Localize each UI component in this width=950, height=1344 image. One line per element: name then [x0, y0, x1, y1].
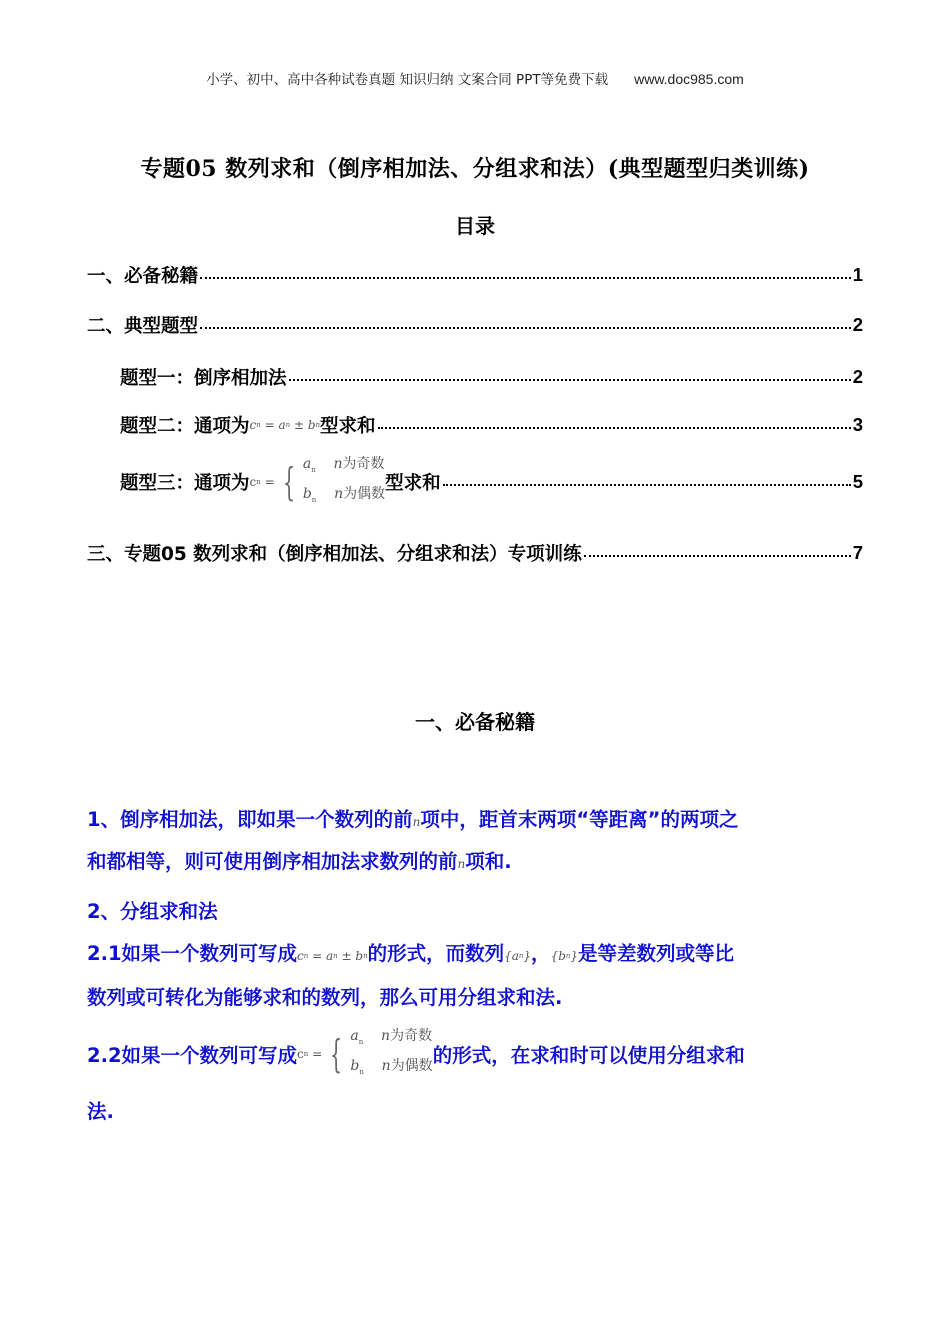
- section-heading: 一、必备秘籍: [415, 710, 535, 734]
- toc-item-3[interactable]: [120, 364, 863, 390]
- toc-item-4[interactable]: [120, 412, 863, 438]
- toc-page-number: 3: [852, 414, 863, 435]
- formula-seq-b: { b n }: [550, 949, 579, 963]
- paragraph-1-line-1: 1、倒序相加法，即如果一个数列的前n项中，距首末两项“等距离”的两项之: [87, 808, 739, 831]
- toc-item-label: 题型一：倒序相加法: [120, 368, 287, 389]
- paragraph-2: 2、分组求和法: [87, 900, 218, 923]
- formula-cn-ab: c n = a n ± b n: [297, 949, 368, 963]
- header-text: 小学、初中、高中各种试卷真题 知识归纳 文案合同 PPT等免费下载: [206, 72, 609, 88]
- toc-leader: [289, 379, 851, 381]
- paragraph-2-1-line-1: 2.1如果一个数列可写成 c n = a n ± b n 的形式，而数列{ a n }，{ b n }是等差数列或等比: [87, 942, 735, 965]
- document-title: 专题05 数列求和（倒序相加法、分组求和法）(典型题型归类训练): [140, 156, 810, 182]
- toc-page-number: 2: [852, 314, 863, 335]
- toc-leader: [443, 484, 851, 486]
- formula-seq-a: { a n }: [504, 949, 532, 963]
- page-header: [0, 68, 950, 88]
- header-url[interactable]: www.doc985.com: [634, 71, 744, 87]
- toc-item-label-pre: 题型三：通项为: [120, 472, 250, 494]
- toc-item-label-pre: 题型二：通项为: [120, 416, 250, 437]
- toc-page-number: 7: [852, 542, 863, 563]
- toc-item-6[interactable]: [87, 540, 863, 566]
- section-body: [87, 804, 867, 1134]
- toc-item-label: 二、典型题型: [87, 316, 199, 337]
- paragraph-2-2-line-1: 2.2如果一个数列可写成 c n = { $a_n$ n为奇数 $b_n$ n为偶数 的形式，在求和时可以使用分组求和: [87, 1024, 745, 1084]
- paragraph-2-2-line-2: 法.: [87, 1100, 114, 1123]
- toc-page-number: 5: [852, 470, 863, 492]
- paragraph-1-line-2: 和都相等，则可使用倒序相加法求数列的前n项和.: [87, 850, 512, 873]
- toc-leader: [378, 427, 851, 429]
- toc-item-5[interactable]: [120, 452, 863, 512]
- toc-item-1[interactable]: [87, 262, 863, 288]
- toc-leader: [200, 277, 851, 279]
- paragraph-2-1-line-2: 数列或可转化为能够求和的数列，那么可用分组求和法.: [87, 986, 563, 1009]
- formula-piecewise: c n = { $a_n$ n为奇数 $b_n$ n为偶数: [297, 1028, 433, 1076]
- toc-item-2[interactable]: [87, 312, 863, 338]
- toc-item-label-post: 型求和: [320, 416, 376, 437]
- formula-piecewise: c n = { $a_n$ n为奇数 $b_n$ n为偶数: [249, 456, 386, 504]
- toc-item-label: 三、专题05 数列求和（倒序相加法、分组求和法）专项训练: [87, 544, 582, 565]
- formula-cn-ab: c n = a n ± b n: [249, 418, 321, 432]
- toc-page-number: 1: [852, 264, 863, 285]
- toc-leader: [584, 555, 851, 557]
- toc-leader: [200, 327, 851, 329]
- toc-page-number: 2: [852, 366, 863, 387]
- toc-item-label: 一、必备秘籍: [87, 266, 199, 287]
- toc-heading: 目录: [455, 214, 495, 238]
- toc-item-label-post: 型求和: [385, 472, 441, 494]
